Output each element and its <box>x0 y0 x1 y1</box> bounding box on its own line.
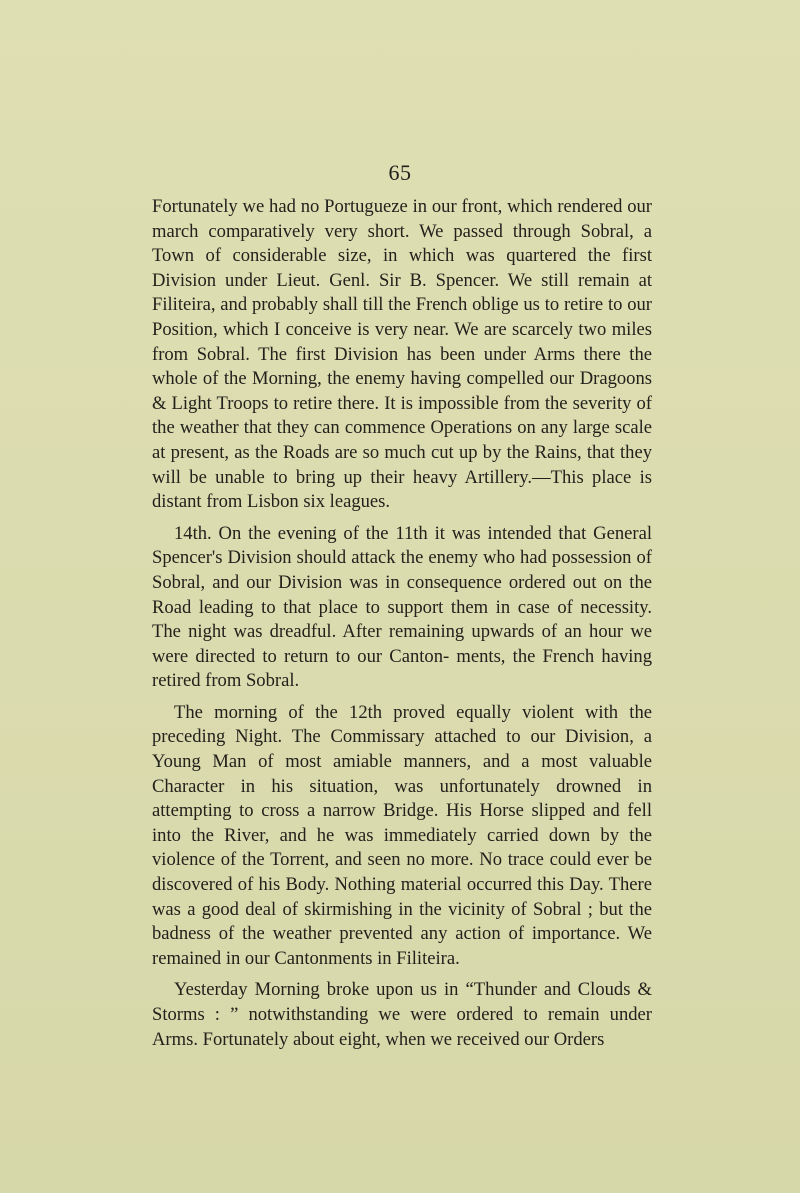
page-number: 65 <box>388 160 412 185</box>
paragraph-1: Fortunately we had no Portugueze in our front, which rendered our march comparatively very short. We passed through Sobral, a Town of considerable size, in which was quartered the first Division under Lieut. Genl. Sir B. Spencer. We still remain at Filiteira, and probably shall till the French oblige us to retire to our Position, which I conceive is very near. We are scarcely two miles from Sobral. The first Division has been under Arms there the whole of the Morning, the enemy having compelled our Dragoons & Light Troops to retire there. It is impossible from the severity of the weather that they can commence Operations on any large scale at present, as the Roads are so much cut up by the Rains, that they will be unable to bring up their heavy Artillery.—This place is distant from Lisbon six leagues. <box>152 196 652 513</box>
body-text <box>152 195 652 1059</box>
paragraph-2: 14th. On the evening of the 11th it was intended that General Spencer's Division should attack the enemy who had possession of Sobral, and our Division was in consequence ordered out on the Road leading to that place to support them in case of necessity. The night was dreadful. After remaining upwards of an hour we were directed to return to our Canton- ments, the French having retired from Sobral. <box>152 522 652 692</box>
paragraph-3: The morning of the 12th proved equally violent with the preceding Night. The Commissary attached to our Division, a Young Man of most amiable manners, and a most valuable Character in his situation, was unfortunately drowned in attempting to cross a narrow Bridge. His Horse slipped and fell into the River, and he was immediately carried down by the violence of the Torrent, and seen no more. No trace could ever be discovered of his Body. Nothing material occurred this Day. There was a good deal of skirmishing in the vicinity of Sobral ; but the badness of the weather prevented any action of importance. We remained in our Cantonments in Filiteira. <box>152 701 652 969</box>
paragraph-4: Yesterday Morning broke upon us in “Thunder and Clouds & Storms : ” notwithstanding we were ordered to remain under Arms. Fortunately about eight, when we received our Orders <box>152 979 652 1050</box>
